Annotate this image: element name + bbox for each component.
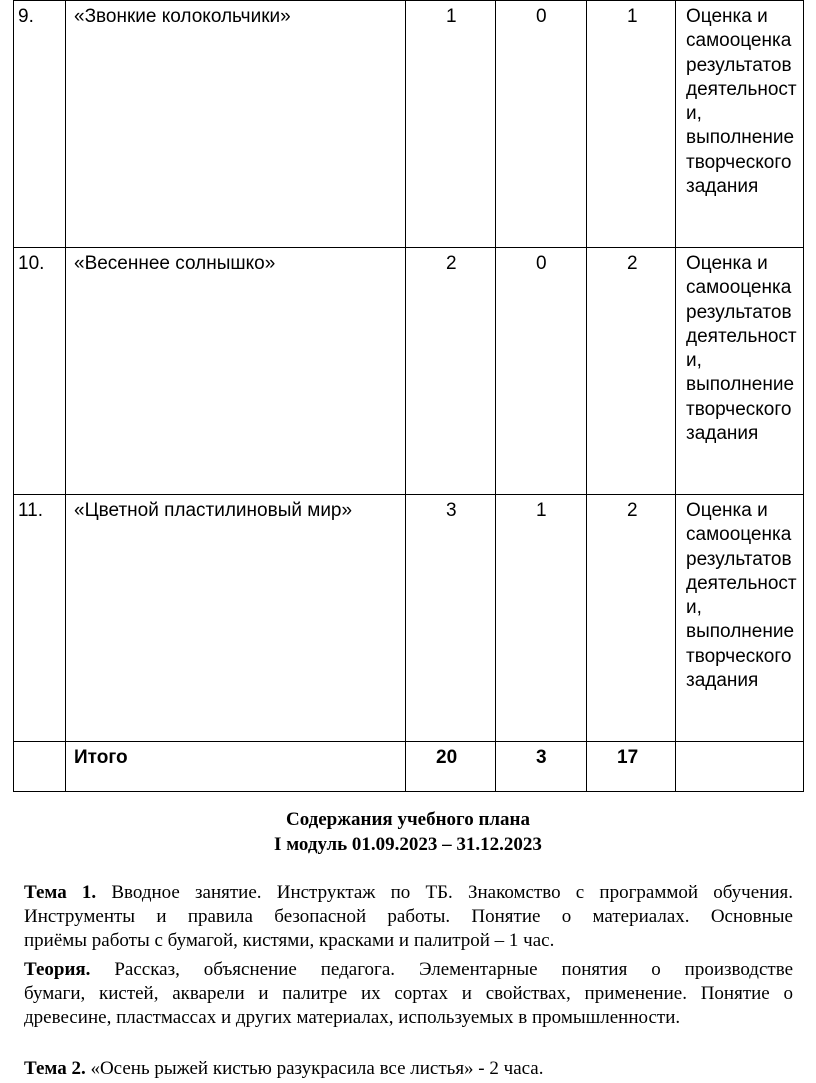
total-label: Итого	[66, 742, 406, 792]
topic-2-text: «Осень рыжей кистью разукрасила все листья» - 2 часа.	[85, 1058, 544, 1079]
assessment-form	[676, 495, 804, 742]
assessment-line: творческого	[686, 645, 792, 667]
topic-2-paragraph	[24, 1057, 793, 1081]
assessment-line: деятельност	[686, 78, 797, 100]
assessment-line: и,	[686, 103, 702, 125]
total-theory: 3	[496, 742, 587, 792]
topic-1-label: Тема 1.	[24, 882, 97, 903]
theory-line	[24, 958, 793, 982]
topic-name: «Звонкие колокольчики»	[66, 1, 406, 248]
total-form-blank	[676, 742, 804, 792]
module-dates: I модуль 01.09.2023 – 31.12.2023	[274, 834, 542, 855]
topic-2-label: Тема 2.	[24, 1058, 86, 1079]
hours-theory: 0	[496, 1, 587, 248]
assessment-line: творческого	[686, 398, 792, 420]
total-blank	[14, 742, 66, 792]
assessment-line: и,	[686, 597, 702, 619]
total-row	[14, 742, 804, 792]
assessment-line: творческого	[686, 151, 792, 173]
assessment-line: и,	[686, 350, 702, 372]
assessment-line: выполнение	[686, 621, 795, 643]
theory-text: Рассказ, объяснение педагога. Элементарные понятия о производстве	[90, 959, 793, 980]
hours-practice: 2	[587, 495, 676, 742]
total-practice: 17	[587, 742, 676, 792]
topic-1-paragraph	[24, 881, 793, 953]
hours-total: 1	[406, 1, 496, 248]
row-number: 11.	[14, 495, 66, 742]
assessment-line: результатов	[686, 548, 792, 570]
theory-line: бумаги, кистей, акварели и палитре их сортах и свойствах, применение. Понятие о	[24, 983, 793, 1004]
theory-paragraph	[24, 958, 793, 1030]
assessment-line: выполнение	[686, 374, 795, 396]
topic-1-text: Вводное занятие. Инструктаж по ТБ. Знакомство с программой обучения.	[96, 882, 793, 903]
assessment-line: самооценка	[686, 30, 792, 52]
section-title: Содержания учебного плана	[285, 809, 531, 830]
assessment-line: Оценка и	[686, 253, 768, 274]
table-row	[14, 1, 804, 248]
hours-total: 2	[406, 248, 496, 495]
hours-practice: 1	[587, 1, 676, 248]
topic-name: «Весеннее солнышко»	[66, 248, 406, 495]
table-row	[14, 495, 804, 742]
hours-theory: 1	[496, 495, 587, 742]
topic-name: «Цветной пластилиновый мир»	[66, 495, 406, 742]
table-row	[14, 248, 804, 495]
hours-total: 3	[406, 495, 496, 742]
assessment-line: задания	[686, 423, 759, 445]
theory-line: древесине, пластмассах и других материалах, используемых в промышленности.	[24, 1007, 681, 1028]
assessment-line: деятельност	[686, 325, 797, 347]
assessment-line: самооценка	[686, 277, 792, 299]
topic-1-line	[24, 881, 793, 905]
hours-theory: 0	[496, 248, 587, 495]
hours-practice: 2	[587, 248, 676, 495]
assessment-line: деятельност	[686, 572, 797, 594]
assessment-line: Оценка и	[686, 500, 768, 521]
row-number: 10.	[14, 248, 66, 495]
theory-label: Теория.	[24, 959, 91, 980]
assessment-form	[676, 1, 804, 248]
assessment-line: задания	[686, 176, 759, 198]
topic-1-line: приёмы работы с бумагой, кистями, красками и палитрой – 1 час.	[24, 930, 555, 951]
assessment-form	[676, 248, 804, 495]
curriculum-table	[13, 0, 804, 792]
total-hours: 20	[406, 742, 496, 792]
assessment-line: задания	[686, 670, 759, 692]
row-number: 9.	[14, 1, 66, 248]
topic-1-line: Инструменты и правила безопасной работы. Понятие о материалах. Основные	[24, 906, 793, 927]
assessment-line: выполнение	[686, 127, 795, 149]
assessment-line: Оценка и	[686, 6, 768, 27]
topic-2-line	[24, 1057, 793, 1081]
assessment-line: результатов	[686, 54, 792, 76]
assessment-line: самооценка	[686, 524, 792, 546]
assessment-line: результатов	[686, 301, 792, 323]
